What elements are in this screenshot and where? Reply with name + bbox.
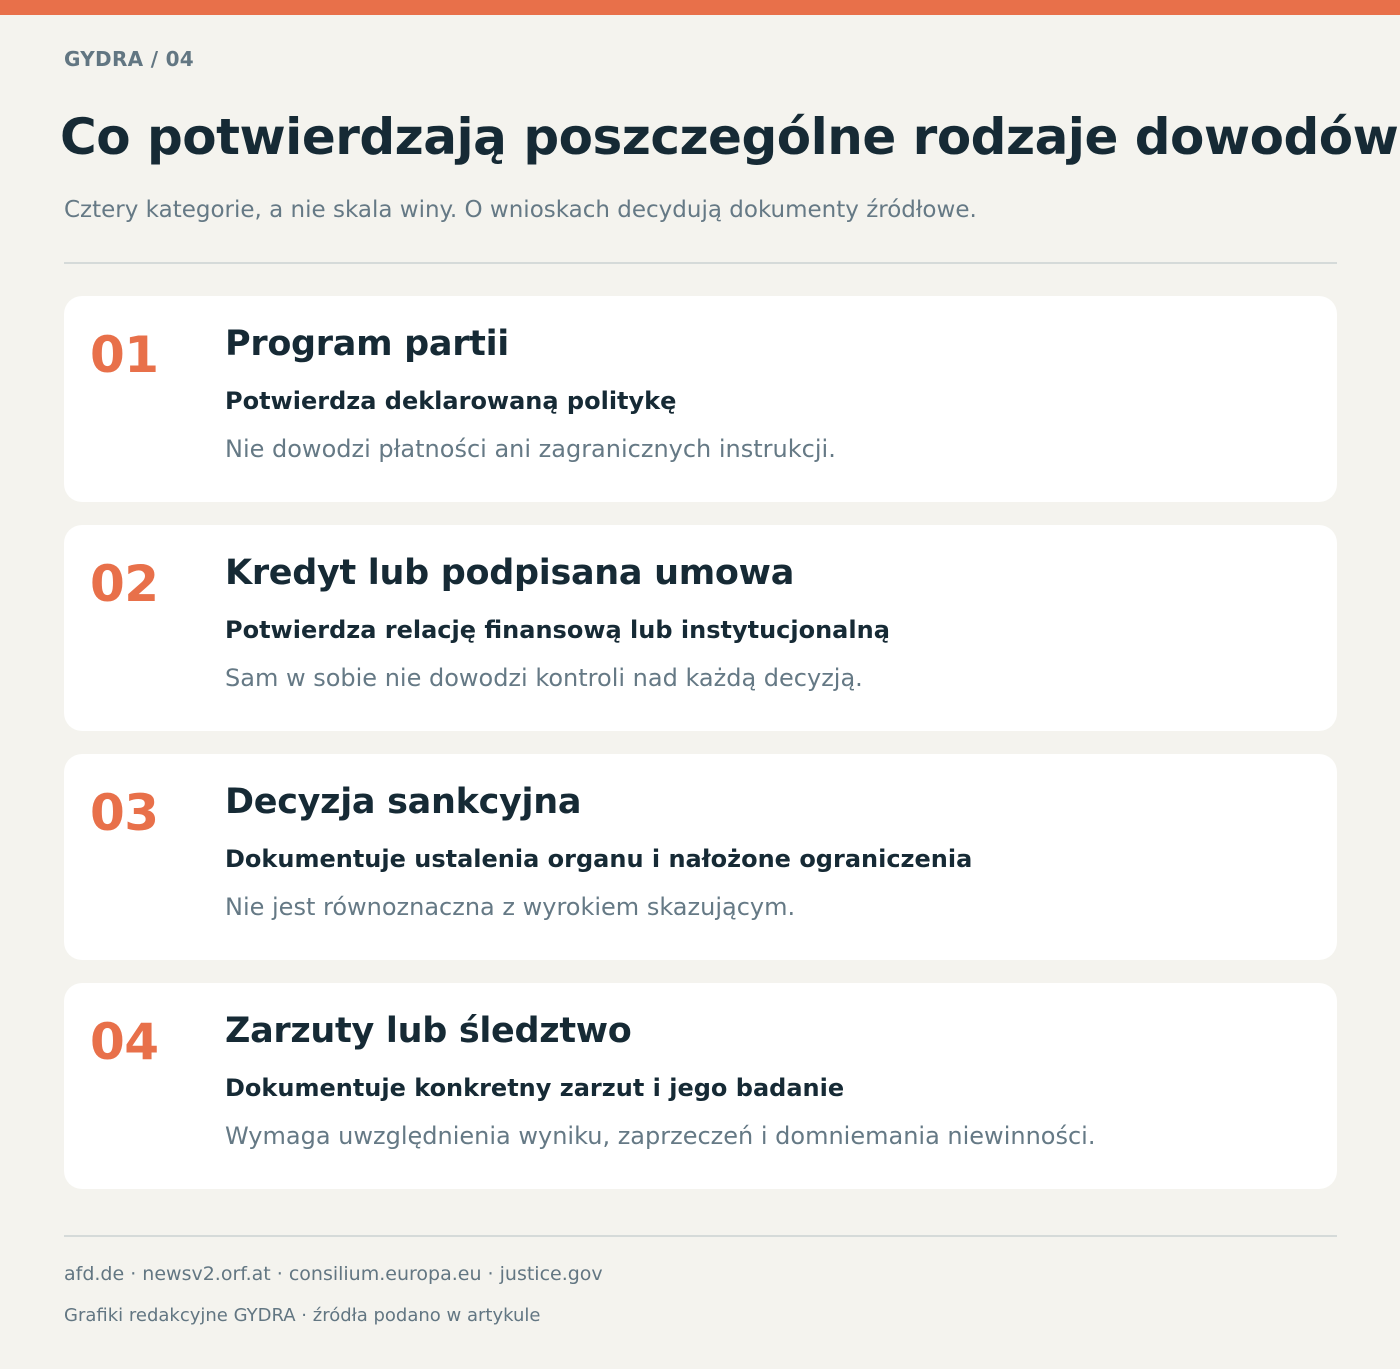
evidence-card-01	[64, 296, 1337, 502]
card-lead: Dokumentuje konkretny zarzut i jego badanie	[225, 1074, 845, 1102]
card-number: 03	[90, 784, 159, 842]
card-note: Sam w sobie nie dowodzi kontroli nad każdą decyzją.	[225, 664, 863, 692]
card-note: Wymaga uwzględnienia wyniku, zaprzeczeń i domniemania niewinności.	[225, 1122, 1096, 1150]
card-lead: Dokumentuje ustalenia organu i nałożone ograniczenia	[225, 845, 973, 873]
card-note: Nie jest równoznaczna z wyrokiem skazującym.	[225, 893, 796, 921]
header-divider	[64, 262, 1337, 264]
evidence-card-03	[64, 754, 1337, 960]
card-title: Decyzja sankcyjna	[225, 782, 582, 822]
card-number: 01	[90, 326, 159, 384]
footer-sources: afd.de · newsv2.orf.at · consilium.europa.eu · justice.gov	[64, 1263, 603, 1285]
card-number: 04	[90, 1013, 159, 1071]
card-title: Kredyt lub podpisana umowa	[225, 553, 795, 593]
accent-top-bar	[0, 0, 1400, 15]
card-lead: Potwierdza deklarowaną politykę	[225, 387, 677, 415]
footer-divider	[64, 1235, 1337, 1237]
page-title: Co potwierdzają poszczególne rodzaje dowodów	[60, 108, 1399, 166]
evidence-card-02	[64, 525, 1337, 731]
card-title: Zarzuty lub śledztwo	[225, 1011, 632, 1051]
page-subtitle: Cztery kategorie, a nie skala winy. O wnioskach decydują dokumenty źródłowe.	[64, 197, 977, 223]
evidence-card-04	[64, 983, 1337, 1189]
footer-credit: Grafiki redakcyjne GYDRA · źródła podano w artykule	[64, 1305, 541, 1326]
card-number: 02	[90, 555, 159, 613]
card-title: Program partii	[225, 324, 510, 364]
evidence-card-list	[64, 296, 1337, 1212]
card-lead: Potwierdza relację finansową lub instytucjonalną	[225, 616, 890, 644]
kicker: GYDRA / 04	[64, 47, 195, 71]
card-note: Nie dowodzi płatności ani zagranicznych instrukcji.	[225, 435, 836, 463]
